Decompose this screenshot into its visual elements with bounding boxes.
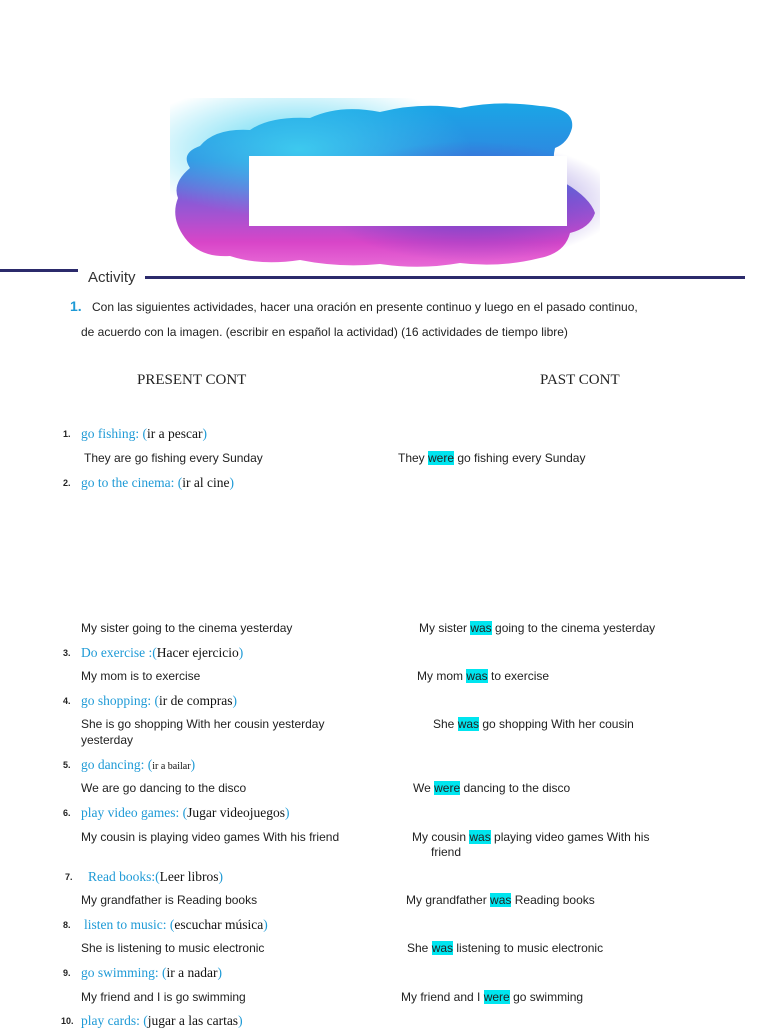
activity-spanish: escuchar música: [174, 917, 264, 932]
present-sentence: My cousin is playing video games With his friend: [81, 830, 340, 844]
verb-highlight: was: [490, 893, 512, 907]
column-header-present: PRESENT CONT: [137, 372, 247, 388]
verb-highlight: was: [466, 669, 488, 683]
past-sentence: She was go shopping With her cousin: [433, 717, 634, 731]
list-item: [63, 475, 234, 491]
separator: : (: [170, 475, 183, 490]
heading-rule-left: [0, 269, 78, 272]
present-sentence: She is go shopping With her cousin yesterday: [81, 717, 325, 731]
separator: : (: [136, 1013, 148, 1028]
list-item: [63, 805, 290, 821]
item-number: 3.: [63, 648, 71, 658]
watercolor-banner: [170, 98, 600, 270]
list-item: [65, 869, 223, 885]
present-sentence: My grandfather is Reading books: [81, 893, 258, 907]
close-paren: ): [238, 1013, 243, 1028]
activity-spanish: Leer libros: [159, 869, 219, 884]
activity-english: listen to music: [84, 917, 163, 932]
close-paren: ): [263, 917, 268, 932]
list-item: [63, 645, 244, 661]
instruction-line-2: de acuerdo con la imagen. (escribir en español la actividad) (16 actividades de tiempo libre): [81, 325, 568, 339]
verb-highlight: was: [469, 830, 491, 844]
separator: : (: [135, 426, 148, 441]
past-sentence: My sister was going to the cinema yesterday: [419, 621, 656, 635]
activity-spanish: ir a pescar: [147, 426, 203, 441]
present-sentence: They are go fishing every Sunday: [84, 451, 263, 465]
item-number: 8.: [63, 920, 71, 930]
separator: : (: [175, 805, 188, 820]
list-item: [63, 965, 222, 981]
verb-highlight: were: [434, 781, 461, 795]
close-paren: ): [284, 805, 290, 820]
activity-english: go to the cinema: [81, 475, 171, 490]
instruction-line-1: Con las siguientes actividades, hacer una oración en presente continuo y luego en el pasado continuo,: [92, 300, 638, 314]
past-sentence: My mom was to exercise: [417, 669, 550, 683]
list-item: [63, 757, 196, 773]
heading-rule-right: [145, 276, 745, 279]
past-sentence: We were dancing to the disco: [413, 781, 571, 795]
past-sentence: She was listening to music electronic: [407, 941, 604, 955]
past-sentence: My cousin was playing video games With his: [412, 830, 650, 844]
activity-english: play cards: [81, 1013, 137, 1028]
activity-spanish: ir al cine: [182, 475, 230, 490]
separator: :(: [151, 869, 160, 884]
separator: : (: [147, 693, 160, 708]
close-paren: ): [232, 693, 237, 708]
item-number: 4.: [63, 696, 71, 706]
separator: : (: [140, 757, 153, 772]
activity-spanish: ir a nadar: [166, 965, 218, 980]
activity-english: Do exercise: [81, 645, 146, 660]
item-number: 1.: [63, 429, 71, 439]
present-sentence: My sister going to the cinema yesterday: [81, 621, 293, 635]
list-item: [63, 426, 207, 442]
item-number: 9.: [63, 968, 71, 978]
past-sentence-continued: friend: [431, 845, 462, 859]
activity-english: go dancing: [81, 757, 141, 772]
past-sentence: My friend and I were go swimming: [401, 990, 584, 1004]
list-item: [63, 693, 237, 709]
close-paren: ): [217, 965, 222, 980]
verb-highlight: was: [457, 717, 480, 731]
activity-spanish: ir a bailar: [152, 761, 191, 772]
present-sentence-continued: yesterday: [81, 733, 134, 747]
activity-spanish: Hacer ejercicio: [156, 645, 239, 660]
present-sentence: My mom is to exercise: [81, 669, 201, 683]
activity-heading: Activity: [88, 269, 136, 286]
column-header-past: PAST CONT: [540, 372, 620, 388]
verb-highlight: were: [428, 451, 455, 465]
verb-highlight: were: [483, 990, 510, 1004]
close-paren: ): [202, 426, 207, 441]
separator: : (: [162, 917, 175, 932]
activity-english: go shopping: [81, 693, 148, 708]
verb-highlight: was: [431, 941, 454, 955]
item-number: 10.: [61, 1016, 74, 1026]
close-paren: ): [190, 757, 196, 772]
item-number: 6.: [63, 808, 71, 818]
item-number: 7.: [65, 872, 73, 882]
separator: : (: [154, 965, 167, 980]
instruction-number: 1.: [70, 298, 82, 314]
past-sentence: My grandfather was Reading books: [406, 893, 595, 907]
activity-english: Read books: [88, 869, 152, 884]
activity-spanish: jugar a las cartas: [147, 1013, 239, 1028]
present-sentence: We are go dancing to the disco: [81, 781, 247, 795]
past-sentence: They were go fishing every Sunday: [398, 451, 586, 465]
item-number: 5.: [63, 760, 71, 770]
verb-highlight: was: [470, 621, 492, 635]
list-item: [63, 917, 268, 933]
banner-blank-box: [249, 156, 567, 226]
activity-english: play video games: [81, 805, 176, 820]
list-item: [61, 1013, 243, 1029]
activity-english: go swimming: [81, 965, 155, 980]
activity-english: go fishing: [81, 426, 136, 441]
close-paren: ): [229, 475, 234, 490]
item-number: 2.: [63, 478, 71, 488]
activity-spanish: Jugar videojuegos: [187, 805, 285, 820]
close-paren: ): [218, 869, 223, 884]
present-sentence: She is listening to music electronic: [81, 941, 265, 955]
separator: :(: [145, 645, 157, 660]
activity-spanish: ir de compras: [159, 693, 233, 708]
close-paren: ): [238, 645, 244, 660]
present-sentence: My friend and I is go swimming: [81, 990, 246, 1004]
